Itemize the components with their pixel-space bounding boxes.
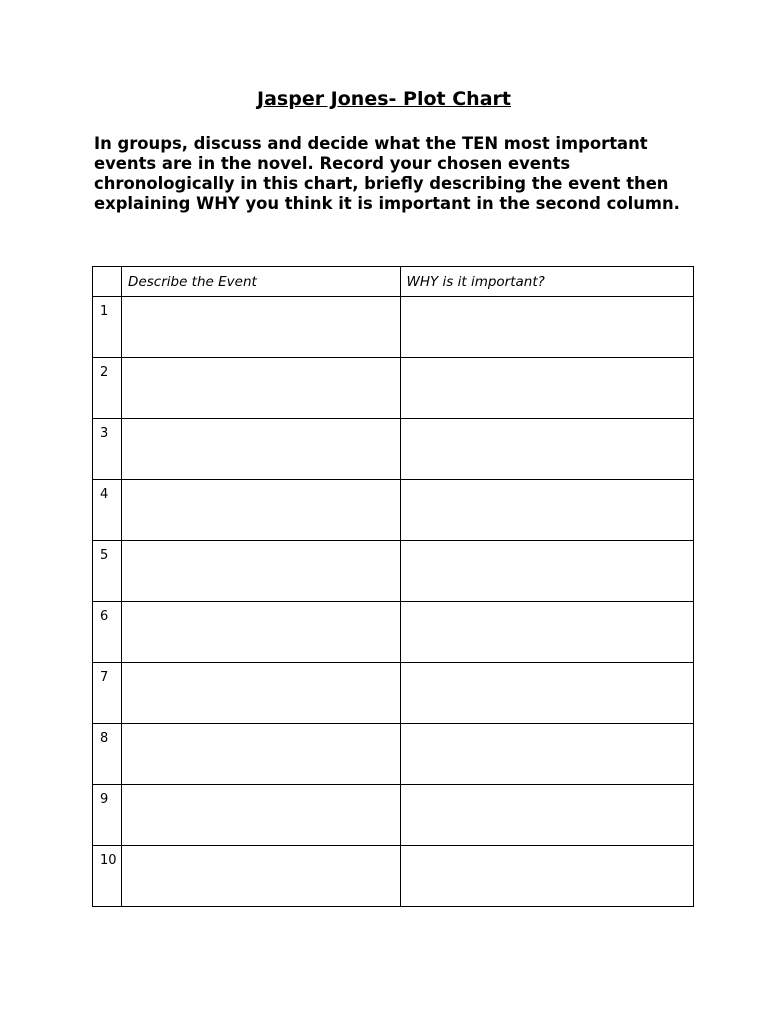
why-cell[interactable] xyxy=(400,358,694,419)
instructions-paragraph: In groups, discuss and decide what the TEN most important events are in the novel. Record your chosen events chronologically in this chart, briefly describing the event then explaining WHY you think it is important in the second column. xyxy=(94,134,680,213)
document-title: Jasper Jones- Plot Chart xyxy=(257,88,511,110)
why-cell[interactable] xyxy=(400,480,694,541)
event-cell[interactable] xyxy=(122,297,400,358)
table-row xyxy=(93,785,694,846)
header-number xyxy=(93,267,122,297)
row-number: 8 xyxy=(100,731,109,746)
row-number-cell xyxy=(93,419,122,480)
row-number-cell xyxy=(93,602,122,663)
why-cell[interactable] xyxy=(400,724,694,785)
plot-chart-table xyxy=(92,266,694,907)
table-row xyxy=(93,602,694,663)
event-cell[interactable] xyxy=(122,785,400,846)
event-cell[interactable] xyxy=(122,724,400,785)
table-row xyxy=(93,358,694,419)
event-cell[interactable] xyxy=(122,480,400,541)
row-number: 2 xyxy=(100,365,109,380)
why-cell[interactable] xyxy=(400,602,694,663)
table-row xyxy=(93,480,694,541)
why-cell[interactable] xyxy=(400,297,694,358)
row-number-cell xyxy=(93,358,122,419)
header-describe-event: Describe the Event xyxy=(122,267,400,297)
row-number: 6 xyxy=(100,609,109,624)
row-number-cell xyxy=(93,663,122,724)
row-number: 10 xyxy=(100,853,117,868)
row-number: 1 xyxy=(100,304,109,319)
table-row xyxy=(93,724,694,785)
row-number: 4 xyxy=(100,487,109,502)
table-row xyxy=(93,663,694,724)
table-row xyxy=(93,297,694,358)
event-cell[interactable] xyxy=(122,541,400,602)
row-number: 9 xyxy=(100,792,109,807)
event-cell[interactable] xyxy=(122,663,400,724)
event-cell[interactable] xyxy=(122,419,400,480)
event-cell[interactable] xyxy=(122,602,400,663)
why-cell[interactable] xyxy=(400,541,694,602)
row-number: 7 xyxy=(100,670,109,685)
table-row xyxy=(93,419,694,480)
row-number: 3 xyxy=(100,426,109,441)
event-cell[interactable] xyxy=(122,846,400,907)
row-number-cell xyxy=(93,297,122,358)
why-cell[interactable] xyxy=(400,785,694,846)
header-why-important: WHY is it important? xyxy=(400,267,694,297)
event-cell[interactable] xyxy=(122,358,400,419)
why-cell[interactable] xyxy=(400,846,694,907)
table-header-row xyxy=(93,267,694,297)
row-number-cell xyxy=(93,480,122,541)
table-row xyxy=(93,846,694,907)
row-number-cell xyxy=(93,541,122,602)
table-row xyxy=(93,541,694,602)
row-number: 5 xyxy=(100,548,109,563)
row-number-cell xyxy=(93,724,122,785)
row-number-cell xyxy=(93,785,122,846)
why-cell[interactable] xyxy=(400,663,694,724)
why-cell[interactable] xyxy=(400,419,694,480)
row-number-cell xyxy=(93,846,122,907)
